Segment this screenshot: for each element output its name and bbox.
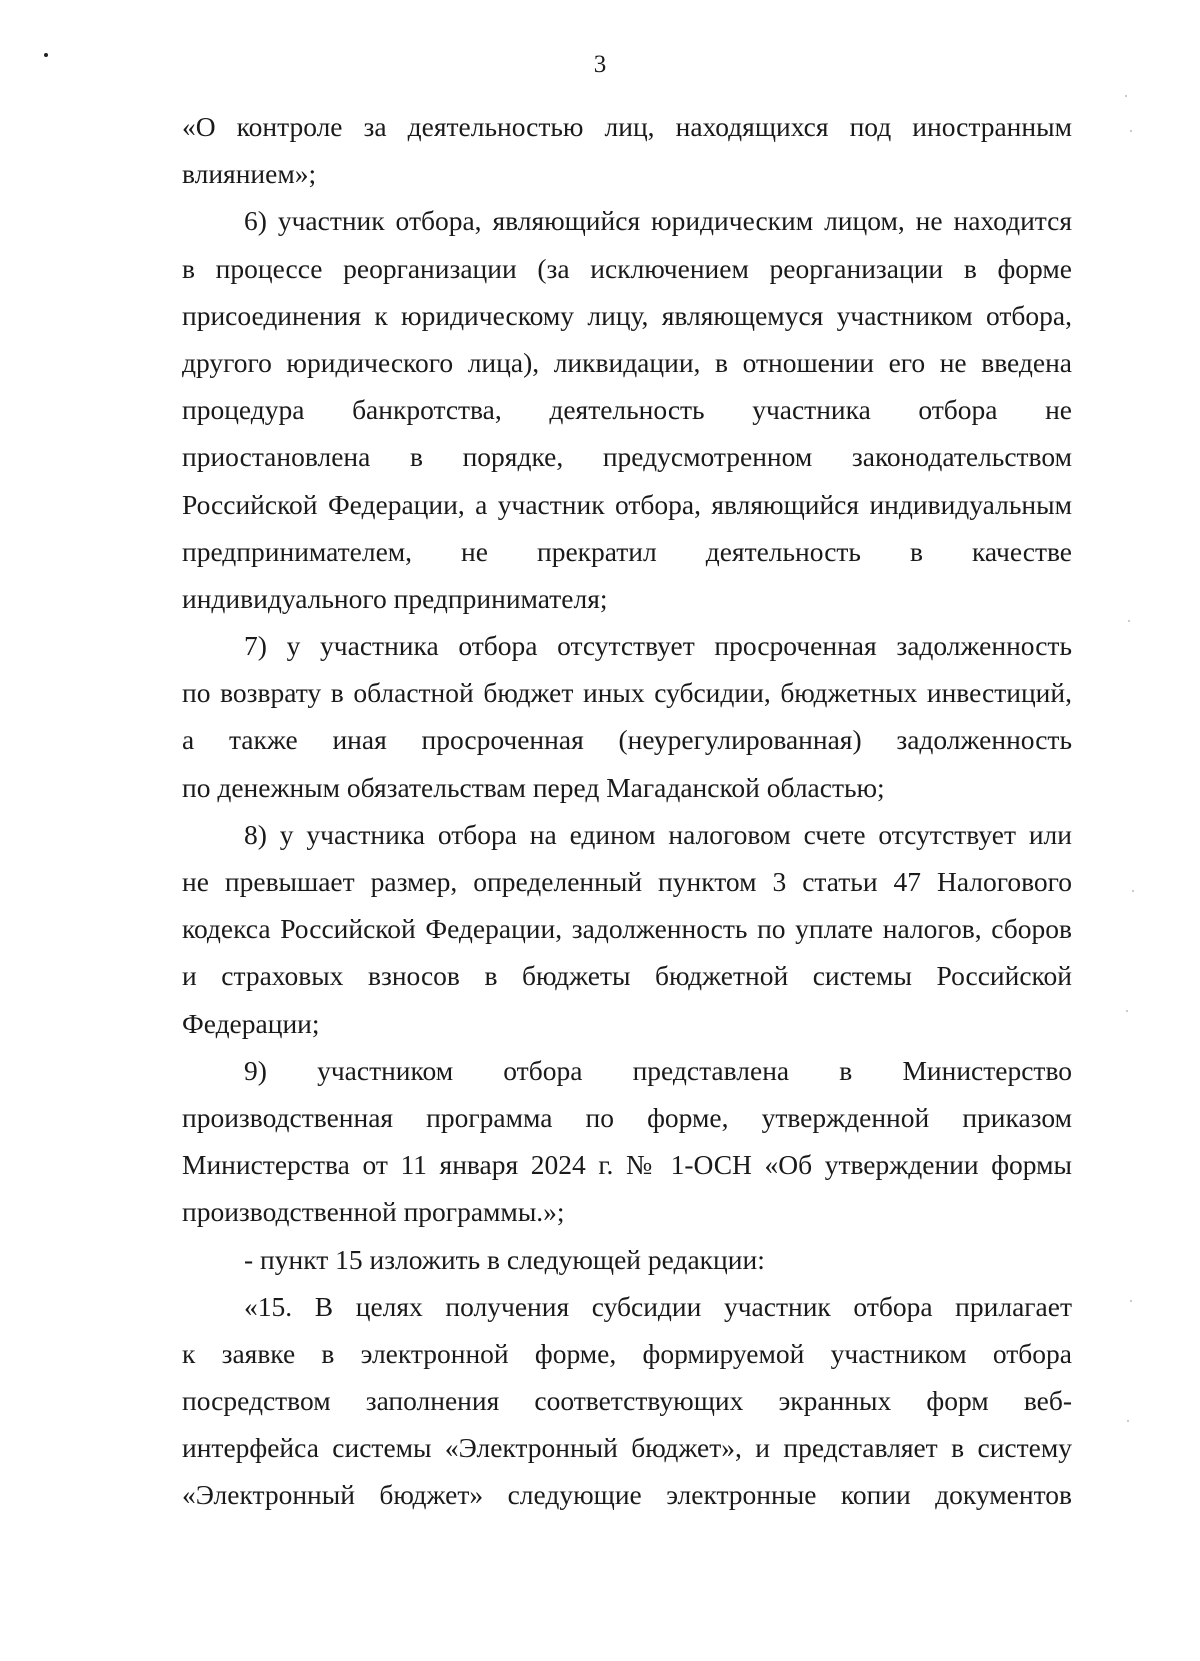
text-line: Федерации; <box>182 1007 320 1039</box>
text-line: Российской Федерации, а участник отбора, являющийся индивидуальным <box>182 488 1072 520</box>
scan-speck <box>1130 130 1132 132</box>
text-line: Министерства от 11 января 2024 г. № 1-ОСН «Об утверждении формы <box>182 1149 1072 1181</box>
text-line: индивидуального предпринимателя; <box>182 582 608 614</box>
scan-speck <box>1125 95 1127 97</box>
scan-speck <box>1128 620 1130 622</box>
document-body <box>182 103 1072 1519</box>
text-line: приостановлена в порядке, предусмотренном законодательством <box>182 441 1072 473</box>
text-line: предпринимателем, не прекратил деятельность в качестве <box>182 535 1072 567</box>
text-line: - пункт 15 изложить в следующей редакции: <box>244 1243 765 1275</box>
scan-speck <box>1126 1010 1128 1012</box>
text-line: к заявке в электронной форме, формируемой участником отбора <box>182 1337 1072 1369</box>
text-line: 7) у участника отбора отсутствует просроченная задолженность <box>244 630 1072 662</box>
text-line: 6) участник отбора, являющийся юридическим лицом, не находится <box>244 205 1072 237</box>
scan-speck <box>1132 890 1134 892</box>
text-line: другого юридического лица), ликвидации, в отношении его не введена <box>182 346 1072 378</box>
text-line: по возврату в областной бюджет иных субсидии, бюджетных инвестиций, <box>182 677 1072 709</box>
scan-speck <box>1127 1420 1129 1422</box>
text-line: по денежным обязательствам перед Магаданской областью; <box>182 771 885 803</box>
text-line: не превышает размер, определенный пунктом 3 статьи 47 Налогового <box>182 866 1072 897</box>
text-line: в процессе реорганизации (за исключением реорганизации в форме <box>182 252 1072 284</box>
text-line: процедура банкротства, деятельность участника отбора не <box>182 394 1072 426</box>
page-number: 3 <box>593 51 607 78</box>
text-line: посредством заполнения соответствующих экранных форм веб- <box>182 1385 1072 1417</box>
text-line: 8) у участника отбора на едином налоговом счете отсутствует или <box>244 818 1072 850</box>
text-line: а также иная просроченная (неурегулированная) задолженность <box>182 724 1072 756</box>
text-line: производственная программа по форме, утвержденной приказом <box>182 1101 1072 1133</box>
text-line: и страховых взносов в бюджеты бюджетной системы Российской <box>182 960 1072 992</box>
text-line: «О контроле за деятельностью лиц, находящихся под иностранным <box>182 111 1072 142</box>
text-line: влиянием»; <box>182 158 317 190</box>
text-line: присоединения к юридическому лицу, являющемуся участником отбора, <box>182 299 1072 331</box>
text-line: производственной программы.»; <box>182 1196 565 1228</box>
scan-speck <box>1130 1300 1132 1302</box>
text-line: «15. В целях получения субсидии участник отбора прилагает <box>244 1290 1072 1322</box>
text-line: 9) участником отбора представлена в Министерство <box>244 1054 1072 1086</box>
text-line: «Электронный бюджет» следующие электронные копии документов <box>182 1479 1072 1511</box>
text-line: интерфейса системы «Электронный бюджет», и представляет в систему <box>182 1432 1072 1464</box>
text-line: кодекса Российской Федерации, задолженность по уплате налогов, сборов <box>182 913 1072 945</box>
